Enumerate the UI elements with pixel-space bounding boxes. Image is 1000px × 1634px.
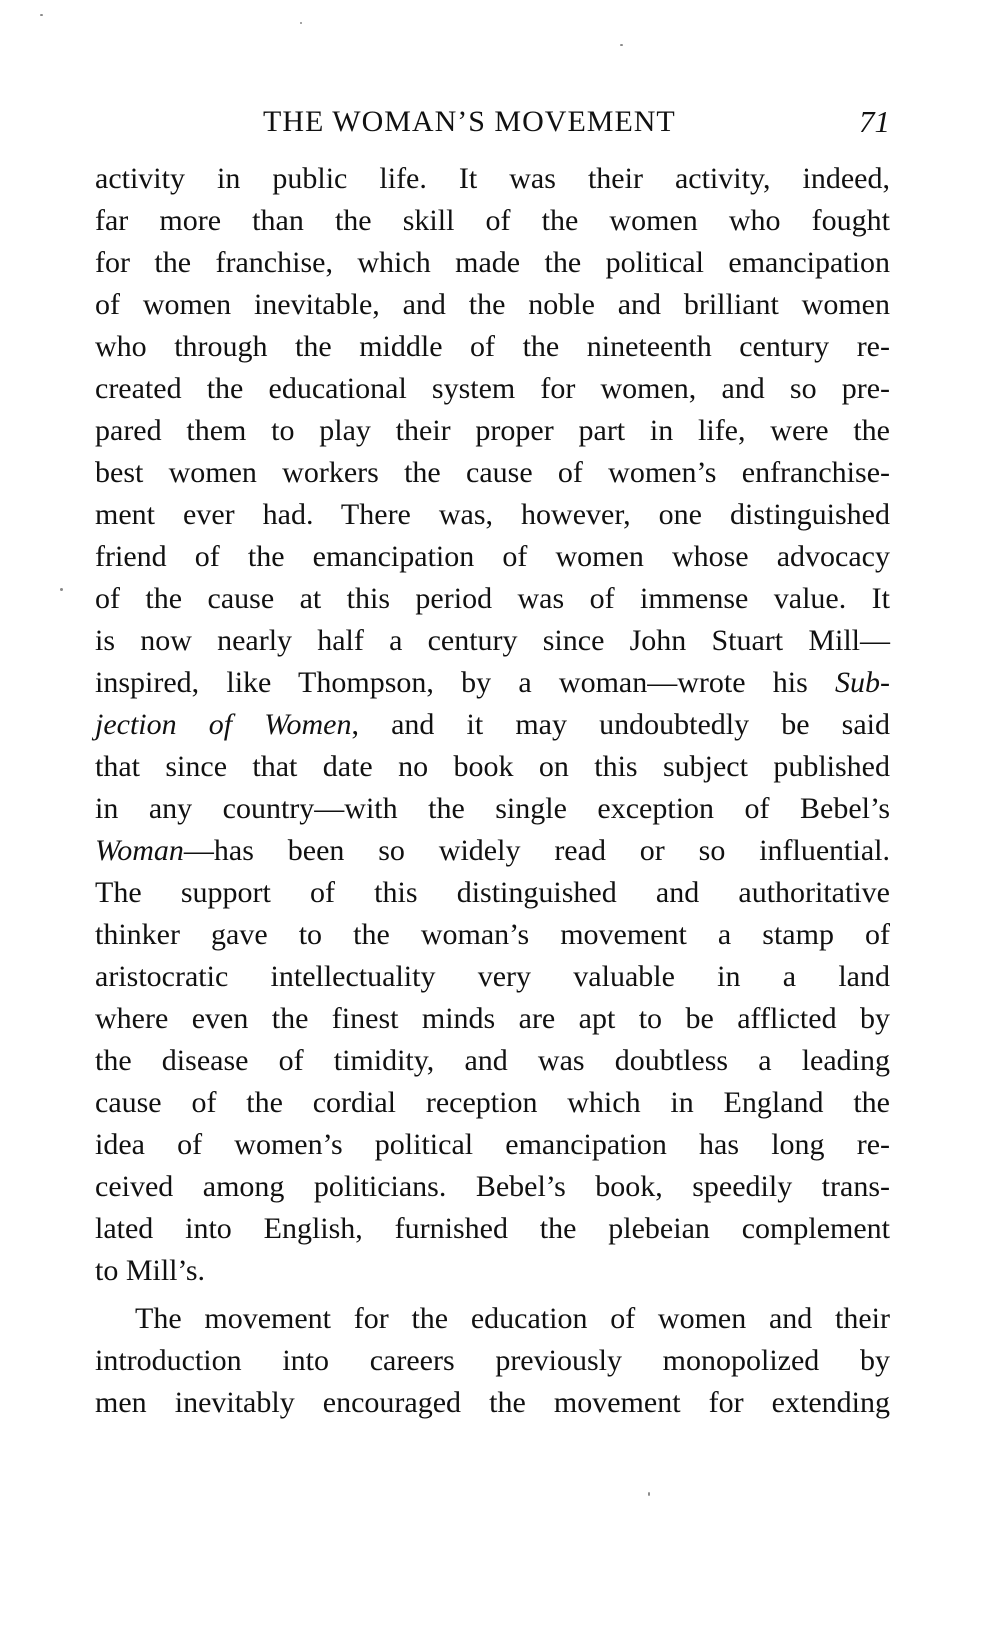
text-line: for the franchise, which made the political emancipation <box>95 246 890 279</box>
scan-speck <box>300 22 302 24</box>
text-line: Woman—has been so widely read or so influential. <box>95 834 890 867</box>
running-head <box>95 102 890 142</box>
text-line: who through the middle of the nineteenth century re- <box>95 330 890 363</box>
text-line: best women workers the cause of women’s enfranchise- <box>95 456 890 489</box>
running-title: THE WOMAN’S MOVEMENT <box>263 105 676 138</box>
text-line: ment ever had. There was, however, one distinguished <box>95 498 890 531</box>
text-line: where even the finest minds are apt to be afflicted by <box>95 1002 890 1035</box>
text-line: in any country—with the single exception of Bebel’s <box>95 792 890 825</box>
text-line: men inevitably encouraged the movement for extending <box>95 1386 890 1419</box>
text-line: The movement for the education of women and their <box>135 1302 890 1335</box>
text-line: the disease of timidity, and was doubtless a leading <box>95 1044 890 1077</box>
text-line: introduction into careers previously monopolized by <box>95 1344 890 1377</box>
book-title-italic: Sub- <box>835 666 890 699</box>
page-number: 71 <box>859 104 890 139</box>
text-line: The support of this distinguished and authoritative <box>95 876 890 909</box>
text-line: cause of the cordial reception which in England the <box>95 1086 890 1119</box>
text-line: inspired, like Thompson, by a woman—wrote his Sub- <box>95 666 890 699</box>
text-line: idea of women’s political emancipation has long re- <box>95 1128 890 1161</box>
paragraph-2 <box>95 1298 890 1424</box>
text-line: is now nearly half a century since John Stuart Mill— <box>95 624 890 657</box>
text-line: created the educational system for women, and so pre- <box>95 372 890 405</box>
text-line: of the cause at this period was of immense value. It <box>95 582 890 615</box>
text-line: far more than the skill of the women who fought <box>95 204 890 237</box>
text-line: of women inevitable, and the noble and brilliant women <box>95 288 890 321</box>
scan-speck <box>60 588 63 591</box>
text-line: lated into English, furnished the plebeian complement <box>95 1212 890 1245</box>
text-line: thinker gave to the woman’s movement a stamp of <box>95 918 890 951</box>
text-line: friend of the emancipation of women whose advocacy <box>95 540 890 573</box>
text-line: aristocratic intellectuality very valuable in a land <box>95 960 890 993</box>
book-title-italic: Woman <box>95 834 184 867</box>
book-title-italic: jection of Women <box>95 708 352 741</box>
text-line: jection of Women, and it may undoubtedly be said <box>95 708 890 741</box>
text-line: to Mill’s. <box>95 1254 206 1287</box>
scan-speck <box>648 1492 650 1496</box>
text-line: activity in public life. It was their activity, indeed, <box>95 162 890 195</box>
text-line: that since that date no book on this subject published <box>95 750 890 783</box>
scan-speck <box>40 14 43 16</box>
text-line: pared them to play their proper part in life, were the <box>95 414 890 447</box>
scan-speck <box>620 44 623 46</box>
text-line: ceived among politicians. Bebel’s book, speedily trans- <box>95 1170 890 1203</box>
paragraph-1 <box>95 158 890 1292</box>
body-text <box>95 158 890 1424</box>
